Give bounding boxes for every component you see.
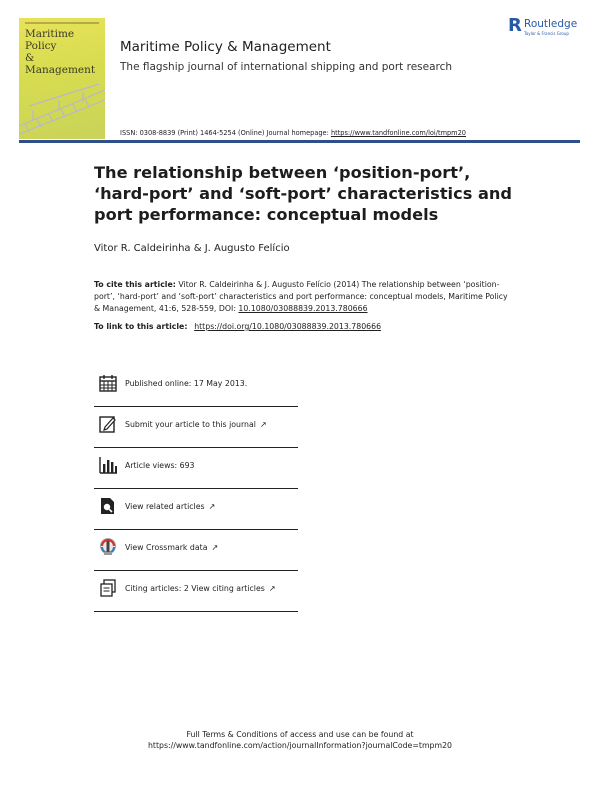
submit-icon <box>98 414 118 434</box>
calendar-icon <box>98 373 118 393</box>
article-views-text: Article views: 693 <box>125 461 195 470</box>
related-articles-link[interactable] <box>125 502 215 511</box>
external-link-icon: ↗ <box>268 584 276 593</box>
submit-article-text: Submit your article to this journal <box>125 420 256 429</box>
cover-title <box>25 28 105 76</box>
article-title: The relationship between ‘position-port’, ‘hard-port’ and ‘soft-port’ characteristics and port performance: conceptual models <box>94 163 513 224</box>
article-authors: Vitor R. Caldeirinha & J. Augusto Felício <box>94 243 290 254</box>
journal-homepage-link[interactable]: https://www.tandfonline.com/loi/tmpm20 <box>330 129 466 137</box>
footer <box>0 729 600 751</box>
external-link-icon: ↗ <box>211 543 219 552</box>
link-label: To link to this article: <box>94 322 191 331</box>
related-articles-icon <box>98 496 118 516</box>
journal-tagline: The flagship journal of international shipping and port research <box>120 61 453 73</box>
citing-articles-link[interactable] <box>125 584 276 593</box>
journal-name[interactable]: Maritime Policy & Management <box>120 39 331 55</box>
footer-terms-link[interactable]: https://www.tandfonline.com/action/journalInformation?journalCode=tmpm20 <box>147 741 453 750</box>
issn-text: ISSN: 0308-8839 (Print) 1464-5254 (Online) Journal homepage: <box>120 129 331 137</box>
related-articles-text: View related articles <box>125 502 205 511</box>
logo-sub: Taylor & Francis Group <box>524 31 569 36</box>
submit-article-link[interactable] <box>125 420 267 429</box>
article-doi-link[interactable]: https://doi.org/10.1080/03088839.2013.780666 <box>194 322 382 331</box>
header-rule <box>19 140 580 143</box>
citation-label: To cite this article: <box>94 280 176 289</box>
published-online-text: Published online: 17 May 2013. <box>125 379 248 388</box>
external-link-icon: ↗ <box>208 502 216 511</box>
citing-articles-text: Citing articles: 2 View citing articles <box>125 584 265 593</box>
article-link-row <box>94 322 381 331</box>
routledge-r-icon: R <box>508 15 522 36</box>
crossmark-link[interactable] <box>125 543 218 552</box>
external-link-icon: ↗ <box>259 420 267 429</box>
crossmark-item[interactable] <box>94 530 298 571</box>
bar-chart-icon <box>98 455 118 475</box>
cover-title-line1: Maritime Policy <box>25 28 75 52</box>
journal-cover-image <box>19 18 105 139</box>
citing-articles-item[interactable] <box>94 571 298 612</box>
logo-brand: Routledge <box>524 18 578 30</box>
cover-strip <box>25 22 99 24</box>
routledge-logo[interactable] <box>508 17 588 41</box>
citation-block <box>94 279 514 316</box>
crossmark-icon <box>98 537 118 557</box>
issn-line <box>120 129 466 137</box>
citation-doi-link[interactable]: 10.1080/03088839.2013.780666 <box>238 304 368 314</box>
article-views-item <box>94 448 298 489</box>
related-articles-item[interactable] <box>94 489 298 530</box>
cover-title-line2: & Management <box>25 52 96 76</box>
footer-line1: Full Terms & Conditions of access and use can be found at <box>186 730 414 739</box>
crossmark-text: View Crossmark data <box>125 543 208 552</box>
citation-text: Vitor R. Caldeirinha & J. Augusto Felício (2014) The relationship between ‘position-port’, ‘hard-port’ and ‘soft-port’ characteristics and port performance: conceptual models, Maritime Policy & Management, 41:6, 528-559, DOI: <box>94 280 508 314</box>
citing-articles-icon <box>98 578 118 598</box>
published-online-item <box>94 366 298 407</box>
ship-illustration <box>19 76 105 139</box>
submit-article-item[interactable] <box>94 407 298 448</box>
